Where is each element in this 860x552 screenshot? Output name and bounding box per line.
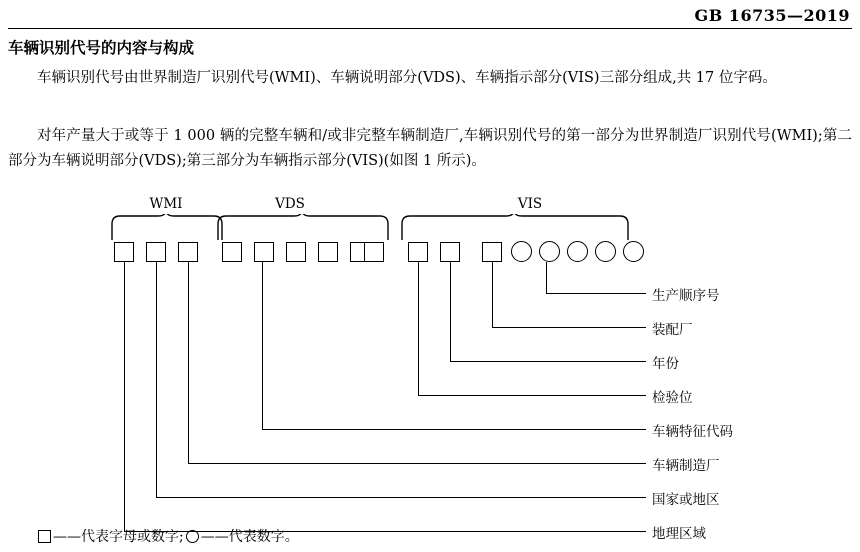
leader-vehicle-attributes-h	[262, 429, 646, 430]
legend-box-icon	[38, 530, 51, 543]
leader-model-year-h	[450, 361, 646, 362]
vin-circle-13	[511, 241, 532, 262]
callout-country-region: 国家或地区	[652, 492, 720, 508]
leader-manufacturer-v	[188, 262, 189, 464]
vin-box-3	[178, 242, 198, 262]
brace-vds	[216, 214, 390, 240]
leader-model-year-v	[450, 262, 451, 362]
vin-box-6	[286, 242, 306, 262]
brace-wmi	[110, 214, 224, 240]
leader-check-digit-h	[418, 395, 646, 396]
callout-geographic-area: 地理区域	[652, 526, 706, 542]
group-label-vis: VIS	[517, 196, 543, 212]
paragraph-2	[8, 124, 852, 174]
page-title: 车辆识别代号的内容与构成	[8, 39, 195, 57]
callout-model-year: 年份	[652, 356, 679, 372]
vin-circle-14	[539, 241, 560, 262]
leader-production-sequence-h	[546, 293, 646, 294]
leader-country-region-h	[156, 497, 646, 498]
vin-circle-17	[623, 241, 644, 262]
header-divider	[8, 28, 852, 29]
leader-check-digit-v	[418, 262, 419, 396]
vin-structure-figure	[0, 196, 860, 552]
leader-geographic-area-v	[124, 262, 125, 532]
leader-assembly-plant-v	[492, 262, 493, 328]
callout-vehicle-attributes: 车辆特征代码	[652, 424, 733, 440]
callout-check-digit: 检验位	[652, 390, 693, 406]
vin-box-4	[222, 242, 242, 262]
vin-box-2	[146, 242, 166, 262]
leader-country-region-v	[156, 262, 157, 498]
group-label-vds: VDS	[275, 196, 305, 212]
legend-circle-text: ——代表数字。	[200, 529, 299, 545]
group-label-wmi: WMI	[149, 196, 183, 212]
vin-box-1	[114, 242, 134, 262]
legend-box-text: ——代表字母或数字;	[53, 529, 184, 545]
vin-circle-16	[595, 241, 616, 262]
figure-legend	[38, 526, 299, 546]
vin-circle-15	[567, 241, 588, 262]
leader-production-sequence-v	[546, 262, 547, 294]
leader-vehicle-attributes-v	[262, 262, 263, 430]
vin-box-5	[254, 242, 274, 262]
callout-assembly-plant: 装配厂	[652, 322, 693, 338]
callout-production-sequence: 生产顺序号	[652, 288, 720, 304]
callout-manufacturer: 车辆制造厂	[652, 458, 720, 474]
brace-vis	[400, 214, 630, 240]
vin-box-7	[318, 242, 338, 262]
paragraph-2-text: 对年产量大于或等于 1 000 辆的完整车辆和/或非完整车辆制造厂,车辆识别代号的第一部分为世界制造厂识别代号(WMI);第二部分为车辆说明部分(VDS);第三部分为车辆指示部分(VIS)(如图 1 所示)。	[8, 128, 852, 169]
leader-manufacturer-h	[188, 463, 646, 464]
vin-box-12	[482, 242, 502, 262]
paragraph-1	[8, 66, 852, 91]
leader-assembly-plant-h	[492, 327, 646, 328]
standard-number: GB 16735—2019	[694, 6, 850, 25]
vin-box-10	[408, 242, 428, 262]
vin-box-11	[440, 242, 460, 262]
vin-box-9	[364, 242, 384, 262]
paragraph-1-text: 车辆识别代号由世界制造厂识别代号(WMI)、车辆说明部分(VDS)、车辆指示部分(VIS)三部分组成,共 17 位字码。	[37, 70, 777, 86]
legend-circle-icon	[186, 530, 199, 543]
